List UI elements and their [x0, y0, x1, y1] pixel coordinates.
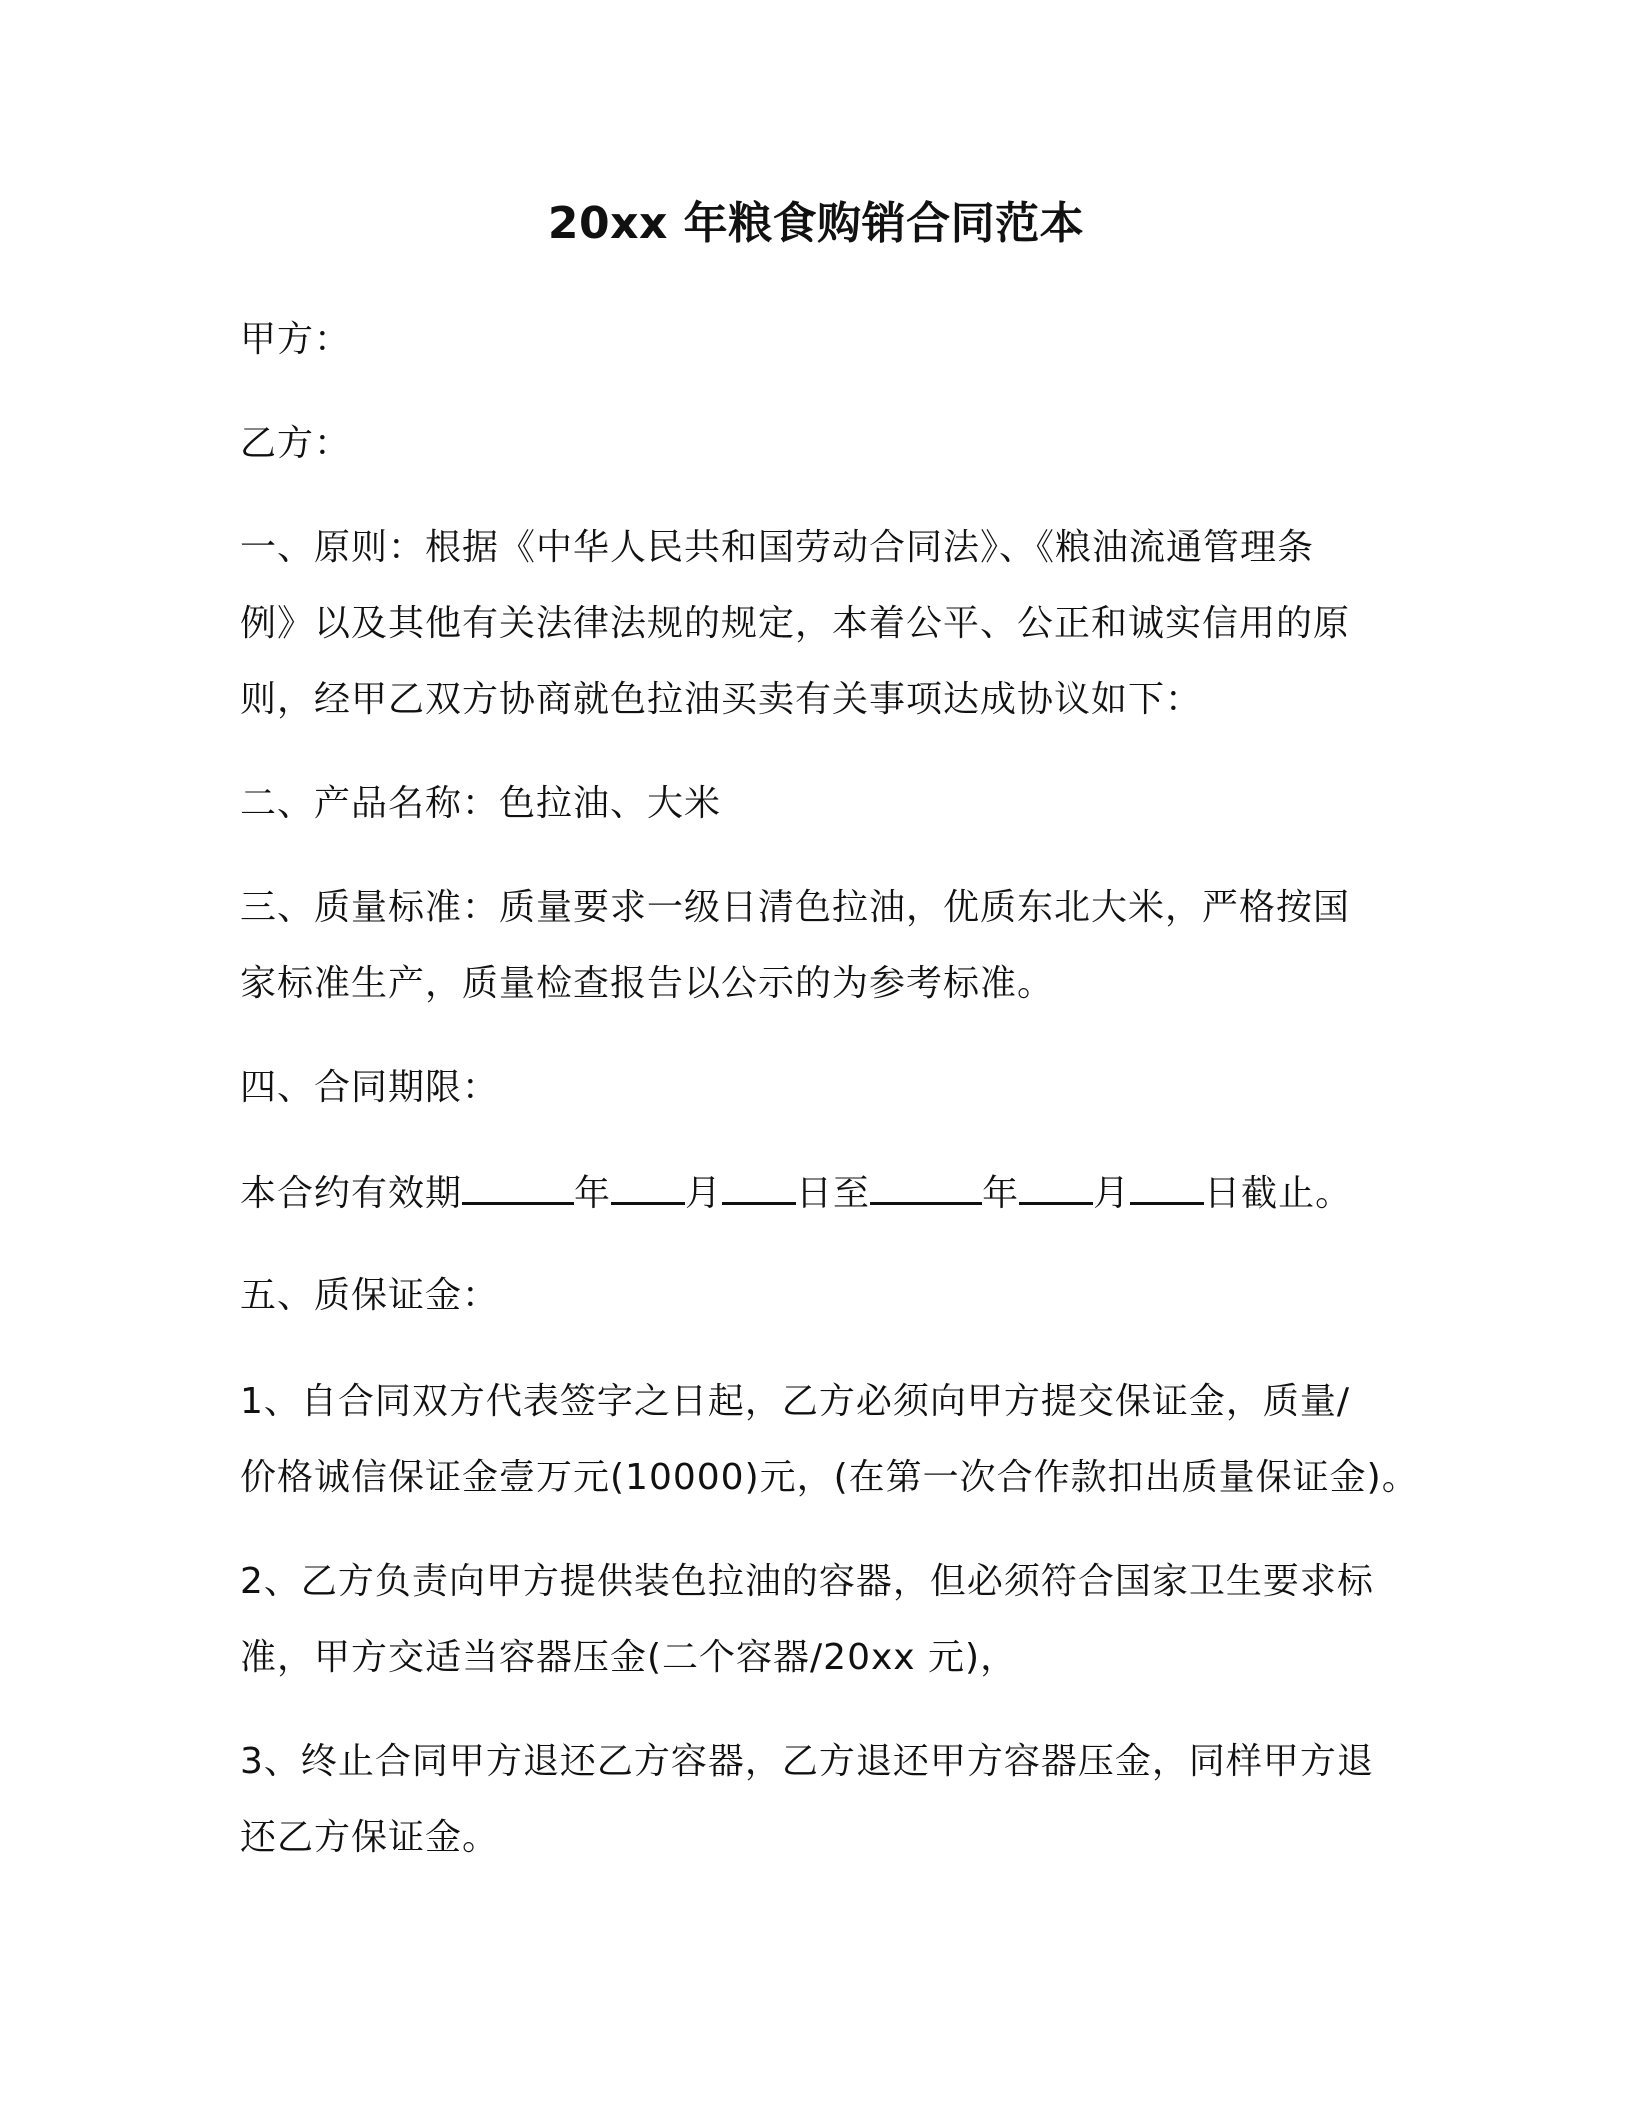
term-prefix: 本合约有效期	[240, 1173, 463, 1214]
month-blank-1	[611, 1168, 685, 1205]
term-year-2: 年	[982, 1173, 1020, 1214]
day-blank-1	[722, 1168, 796, 1205]
section2-product-name: 二、产品名称：色拉油、大米	[240, 783, 722, 824]
section1-line3: 则，经甲乙双方协商就色拉油买卖有关事项达成协议如下：	[240, 679, 1203, 720]
year-blank-1	[462, 1168, 574, 1205]
section5-item1-line1: 1、自合同双方代表签字之日起，乙方必须向甲方提交保证金，质量/	[240, 1381, 1351, 1422]
year-blank-2	[870, 1168, 982, 1205]
term-month-1: 月	[685, 1173, 723, 1214]
term-month-2: 月	[1093, 1173, 1131, 1214]
document-title: 20xx 年粮食购销合同范本	[547, 198, 1085, 249]
party-b-label: 乙方：	[240, 423, 352, 464]
section3-line2: 家标准生产，质量检查报告以公示的为参考标准。	[240, 963, 1055, 1004]
section5-item1-line2: 价格诚信保证金壹万元(10000)元，(在第一次合作款扣出质量保证金)。	[240, 1457, 1419, 1498]
party-a-label: 甲方：	[240, 319, 352, 360]
section1-line1: 一、原则：根据《中华人民共和国劳动合同法》、《粮油流通管理条	[240, 527, 1315, 568]
term-suffix: 日截止。	[1204, 1173, 1353, 1214]
contract-term-line	[240, 1168, 1352, 1218]
section1-line2: 例》以及其他有关法律法规的规定，本着公平、公正和诚实信用的原	[240, 603, 1351, 644]
term-day-to: 日至	[796, 1173, 871, 1214]
section3-line1: 三、质量标准：质量要求一级日清色拉油，优质东北大米，严格按国	[240, 887, 1351, 928]
section5-item2-line2: 准，甲方交适当容器压金(二个容器/20xx 元)，	[240, 1637, 1018, 1678]
section4-heading: 四、合同期限：	[240, 1067, 500, 1108]
term-year-1: 年	[574, 1173, 612, 1214]
month-blank-2	[1019, 1168, 1093, 1205]
section5-item3-line2: 还乙方保证金。	[240, 1817, 500, 1858]
section5-heading: 五、质保证金：	[240, 1275, 500, 1316]
section5-item3-line1: 3、终止合同甲方退还乙方容器，乙方退还甲方容器压金，同样甲方退	[240, 1741, 1374, 1782]
day-blank-2	[1130, 1168, 1204, 1205]
section5-item2-line1: 2、乙方负责向甲方提供装色拉油的容器，但必须符合国家卫生要求标	[240, 1561, 1374, 1602]
